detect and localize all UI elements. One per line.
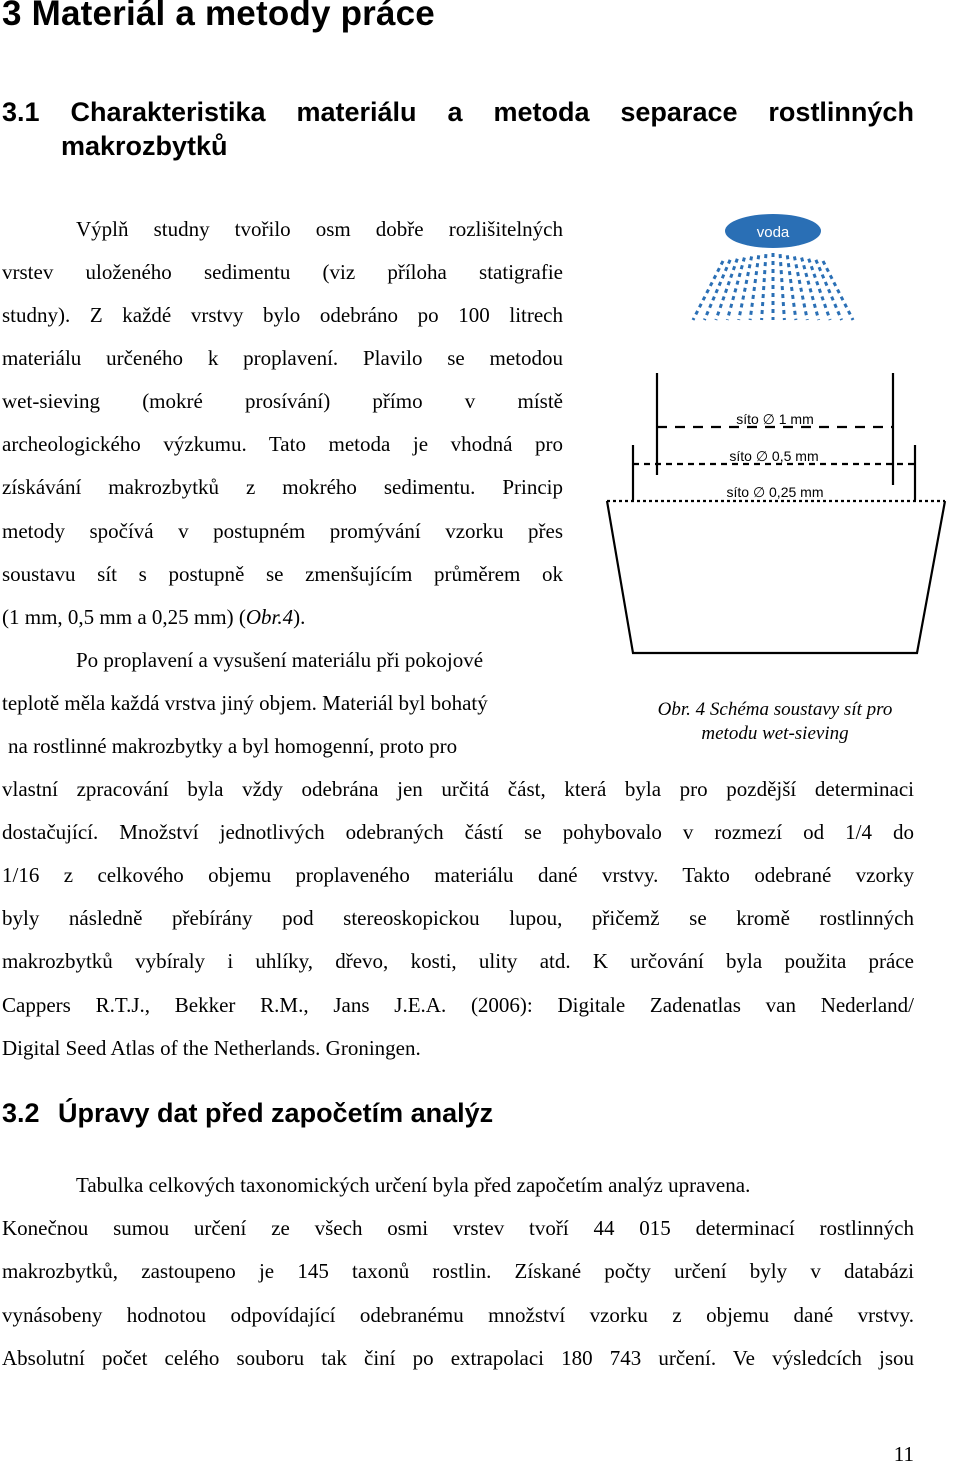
sieve-0-5mm bbox=[633, 448, 915, 464]
section-heading-3-1 bbox=[2, 95, 914, 163]
text-line: archeologického výzkumu. Tato metoda je vhodná pro bbox=[2, 432, 563, 456]
sieve-0-25mm bbox=[607, 484, 945, 501]
sieve-column bbox=[633, 373, 915, 500]
heading-word: materiálu bbox=[296, 97, 417, 127]
section-title: Úpravy dat před započetím analýz bbox=[58, 1098, 494, 1128]
text-line: vrstev uloženého sedimentu (viz příloha statigrafie bbox=[2, 260, 563, 284]
caption-line: metodu wet-sieving bbox=[701, 723, 849, 744]
text-line: makrozbytků vybíraly i uhlíky, dřevo, kosti, ulity atd. K určování byla použita práce bbox=[2, 949, 914, 973]
text-line-last bbox=[2, 602, 305, 632]
heading-word: metoda bbox=[493, 97, 590, 127]
water-spray-line bbox=[762, 254, 766, 320]
text-line: dostačující. Množství jednotlivých odebraných částí se pohybovalo v rozmezí od 1/4 do bbox=[2, 820, 914, 844]
sieve-1mm bbox=[657, 411, 893, 427]
text-line: na rostlinné makrozbytky a byl homogenní, proto pro bbox=[8, 734, 458, 758]
collecting-tub bbox=[607, 501, 945, 653]
figure-reference: Obr.4 bbox=[245, 605, 294, 629]
heading-continuation: makrozbytků bbox=[61, 131, 228, 161]
heading-word: rostlinných bbox=[768, 97, 914, 127]
page-number: 11 bbox=[893, 1442, 914, 1466]
text-line: získávání makrozbytků z mokrého sedimentu. Princip bbox=[2, 475, 563, 499]
water-spray-line bbox=[780, 254, 784, 320]
text-line: materiálu určeného k proplavení. Plavilo se metodou bbox=[2, 346, 563, 370]
water-label: voda bbox=[756, 224, 790, 241]
section-heading-3-2 bbox=[2, 1098, 493, 1129]
water-spray-lines bbox=[693, 253, 853, 320]
heading-word: Charakteristika bbox=[70, 97, 266, 127]
text-fragment: (1 mm, 0,5 mm a 0,25 mm) ( bbox=[2, 605, 246, 629]
text-line: vlastní zpracování byla vždy odebrána jen určitá část, která byla pro pozdější determinaci bbox=[2, 777, 914, 801]
chapter-heading: 3 Materiál a metody práce bbox=[2, 0, 435, 33]
heading-word: separace bbox=[620, 97, 738, 127]
text-line: byly následně přebírány pod stereoskopickou lupou, přičemž se kromě rostlinných bbox=[2, 906, 914, 930]
text-line: Absolutní počet celého souboru tak činí po extrapolaci 180 743 určení. Ve výsledcích jsou bbox=[2, 1346, 914, 1370]
heading-word: a bbox=[447, 97, 463, 127]
text-line: wet-sieving (mokré prosívání) přímo v místě bbox=[2, 389, 563, 413]
figure-caption bbox=[595, 698, 955, 746]
text-line: teplotě měla každá vrstva jiný objem. Materiál byl bohatý bbox=[2, 691, 488, 715]
section-number: 3.1 bbox=[2, 97, 40, 127]
text-line: Výplň studny tvořilo osm dobře rozlišitelných bbox=[76, 217, 563, 241]
text-line-last: Digital Seed Atlas of the Netherlands. Groningen. bbox=[2, 1036, 421, 1060]
text-line: studny). Z každé vrstvy bylo odebráno po 100 litrech bbox=[2, 303, 563, 327]
text-line: Tabulka celkových taxonomických určení byla před započetím analýz upravena. bbox=[76, 1173, 751, 1197]
text-line: Po proplavení a vysušení materiálu při pokojové bbox=[76, 648, 484, 672]
caption-line: Obr. 4 Schéma soustavy sít pro bbox=[657, 699, 893, 720]
text-fragment: ). bbox=[293, 605, 306, 629]
sieve-label: síto ∅ 1 mm bbox=[736, 411, 814, 427]
text-line: 1/16 z celkového objemu proplaveného materiálu dané vrstvy. Takto odebrané vzorky bbox=[2, 863, 914, 887]
text-line: metody spočívá v postupném promývání vzorku přes bbox=[2, 519, 563, 543]
text-line: soustavu sít s postupně se zmenšujícím průměrem ok bbox=[2, 562, 563, 586]
text-line: vynásobeny hodnotou odpovídající odebranému množství vzorku z objemu dané vrstvy. bbox=[2, 1303, 914, 1327]
text-line: makrozbytků, zastoupeno je 145 taxonů rostlin. Získané počty určení byly v databázi bbox=[2, 1259, 914, 1283]
text-line: Konečnou sumou určení ze všech osmi vrstev tvoří 44 015 determinací rostlinných bbox=[2, 1216, 914, 1240]
text-line: Cappers R.T.J., Bekker R.M., Jans J.E.A. (2006): Digitale Zadenatlas van Nederland/ bbox=[2, 993, 914, 1017]
sieve-diagram bbox=[595, 205, 955, 765]
sieve-label: síto ∅ 0,5 mm bbox=[729, 448, 819, 464]
section-number: 3.2 bbox=[2, 1098, 40, 1128]
sieve-label: síto ∅ 0,25 mm bbox=[726, 484, 824, 500]
